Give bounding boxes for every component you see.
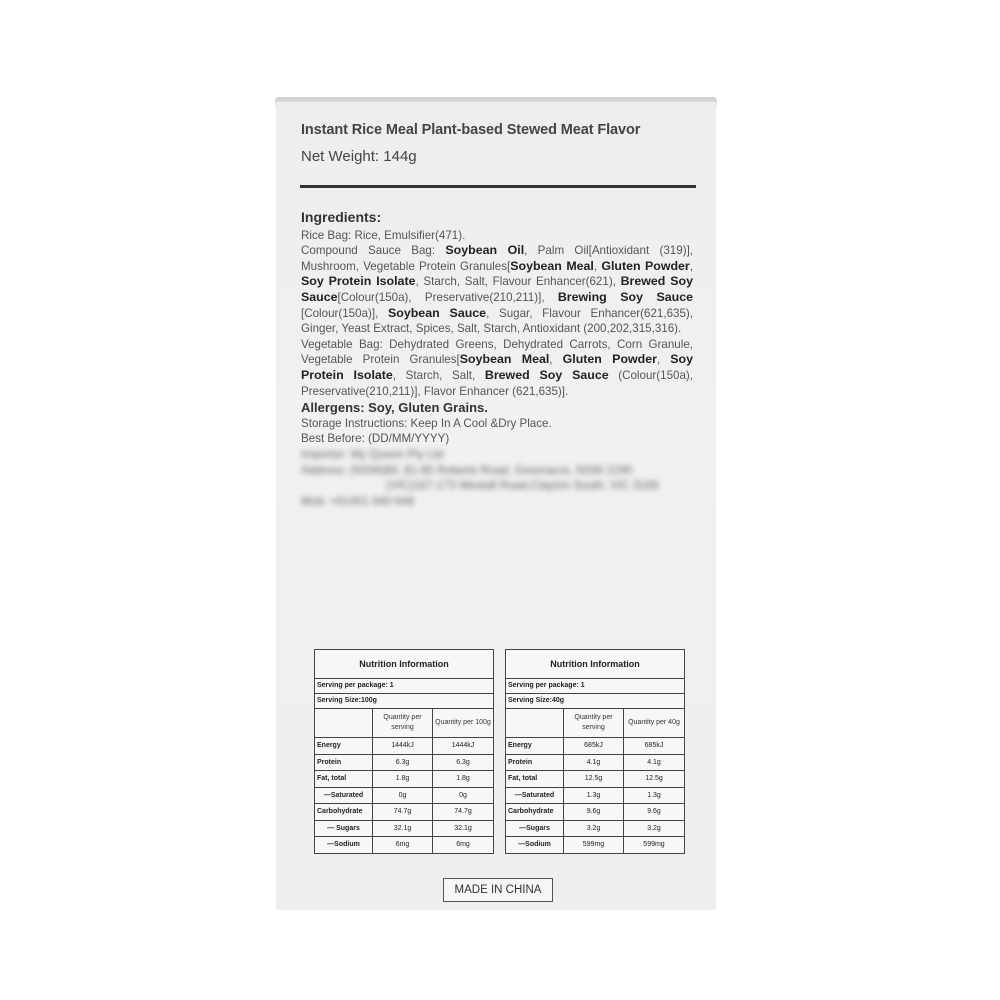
nutrition-grid (315, 709, 493, 853)
nutrient-label: Fat, total (506, 771, 564, 788)
header-blank (315, 709, 373, 738)
nutrient-per-unit: 9.6g (624, 804, 684, 821)
importer-address-vic: (VIC)167-173 Westall Road,Clayton South, VIC 3169 (386, 479, 659, 493)
ingredient-text: , Starch, Salt, Flavour Enhancer(621), (415, 275, 621, 289)
servings-per-package: Serving per package: 1 (315, 679, 493, 694)
ingredient-text: , (656, 353, 671, 367)
ingredient-text: Vegetable Bag: Dehydrated Greens, Dehydrated Carrots, Corn Granule, Vegetable Protein Granules[ (301, 337, 693, 367)
ingredients-section (301, 210, 693, 509)
nutrient-per-serving: 3.2g (564, 821, 624, 838)
ingredient-text: Compound Sauce Bag: (301, 244, 446, 258)
nutrient-per-unit: 0g (433, 788, 493, 805)
nutrient-label: Carbohydrate (506, 804, 564, 821)
nutrient-per-unit: 6.3g (433, 755, 493, 772)
nutrient-per-unit: 1.3g (624, 788, 684, 805)
ingredients-heading: Ingredients: (301, 209, 382, 225)
ingredient-text: [Colour(150a), Preservative(210,211)], (337, 290, 558, 304)
bold-ingredient: Gluten Powder (601, 258, 690, 273)
nutrition-table-per-40g (505, 649, 685, 854)
compound-sauce-bag-ingredients (301, 243, 693, 337)
nutrient-per-unit: 32.1g (433, 821, 493, 838)
servings-per-package: Serving per package: 1 (506, 679, 684, 694)
ingredient-text: , (549, 353, 563, 367)
product-title: Instant Rice Meal Plant-based Stewed Meat Flavor (301, 122, 641, 138)
bold-ingredient: Brewing Soy Sauce (557, 289, 693, 304)
ingredient-text: [Colour(150a)], (301, 306, 389, 320)
ingredient-text: (Colour(150a), Preservative(210,211)], Flavor Enhancer (621,635)]. (301, 368, 693, 398)
header-per-serving: Quantity per serving (373, 709, 433, 738)
serving-size: Serving Size:40g (506, 694, 684, 709)
nutrition-table-per-100g (314, 649, 494, 854)
bold-ingredient: Soy Protein Isolate (301, 352, 693, 382)
bold-ingredient: Soybean Meal (510, 258, 594, 273)
nutrient-per-serving: 0g (373, 788, 433, 805)
net-weight: Net Weight: 144g (301, 148, 417, 165)
nutrient-per-serving: 6mg (373, 837, 433, 853)
allergens-statement: Allergens: Soy, Gluten Grains. (301, 400, 488, 416)
nutrient-per-unit: 1444kJ (433, 738, 493, 755)
nutrient-per-unit: 685kJ (624, 738, 684, 755)
ingredient-text: , Palm Oil[Antioxidant (319)], Mushroom, Vegetable Protein Granules[ (301, 244, 694, 273)
nutrient-label: Protein (506, 755, 564, 772)
bold-ingredient: Soybean Meal (459, 352, 550, 367)
nutrient-per-serving: 32.1g (373, 821, 433, 838)
nutrition-table-title: Nutrition Information (315, 650, 493, 679)
nutrient-label: Protein (315, 755, 373, 772)
header-per-serving: Quantity per serving (564, 709, 624, 738)
bold-ingredient: Soybean Sauce (388, 305, 487, 320)
nutrient-label: —Sodium (315, 837, 373, 853)
nutrient-per-serving: 1.3g (564, 788, 624, 805)
nutrient-per-unit: 12.5g (624, 771, 684, 788)
storage-instructions: Storage Instructions: Keep In A Cool &Dry Place. (301, 416, 552, 430)
bold-ingredient: Soy Protein Isolate (301, 274, 416, 289)
nutrient-label: Carbohydrate (315, 804, 373, 821)
nutrition-table-title: Nutrition Information (506, 650, 684, 679)
rice-bag-ingredients: Rice Bag: Rice, Emulsifier(471). (301, 228, 466, 242)
serving-size: Serving Size:100g (315, 694, 493, 709)
nutrient-label: Fat, total (315, 771, 373, 788)
vegetable-bag-ingredients (301, 337, 693, 399)
country-of-origin: MADE IN CHINA (443, 878, 553, 902)
nutrient-per-serving: 12.5g (564, 771, 624, 788)
nutrient-per-unit: 74.7g (433, 804, 493, 821)
header-per-unit: Quantity per 40g (624, 709, 684, 738)
nutrition-grid (506, 709, 684, 853)
best-before: Best Before: (DD/MM/YYYY) (301, 432, 450, 446)
nutrient-label: —Sugars (506, 821, 564, 838)
bold-ingredient: Soybean Oil (445, 243, 525, 258)
nutrient-per-serving: 685kJ (564, 738, 624, 755)
ingredient-text: , Starch, Salt, (392, 368, 485, 382)
importer-address-nsw: Address: (NSW)80, 81-85 Roberts Road, Greenacre, NSW 2190 (301, 463, 633, 477)
ingredient-text: , (689, 259, 693, 273)
nutrient-label: —Saturated (315, 788, 373, 805)
nutrient-per-unit: 3.2g (624, 821, 684, 838)
bold-ingredient: Gluten Powder (562, 352, 657, 367)
nutrient-label: Energy (506, 738, 564, 755)
nutrient-label: —Saturated (506, 788, 564, 805)
ingredient-text: , Sugar, Flavour Enhancer(621,635), Ginger, Yeast Extract, Spices, Salt, Starch, Antioxidant (200,202,315,316). (301, 306, 693, 336)
nutrient-label: Energy (315, 738, 373, 755)
importer-mobile: Mob: +61451 640 648 (301, 494, 415, 508)
nutrient-label: — Sugars (315, 821, 373, 838)
nutrient-per-serving: 1.8g (373, 771, 433, 788)
bold-ingredient: Brewed Soy Sauce (301, 274, 693, 304)
bold-ingredient: Brewed Soy Sauce (484, 367, 609, 382)
nutrient-per-unit: 6mg (456, 841, 470, 848)
nutrient-per-serving: 74.7g (373, 804, 433, 821)
importer: Importer: My Queen Pty Ltd (301, 447, 444, 461)
header-blank (506, 709, 564, 738)
nutrient-label: —Sodium (506, 837, 564, 853)
nutrient-per-serving: 6.3g (373, 755, 433, 772)
title-divider (300, 185, 696, 188)
nutrient-per-serving: 1444kJ (373, 738, 433, 755)
nutrient-per-unit: 599mg (643, 841, 665, 848)
nutrient-per-serving: 9.6g (564, 804, 624, 821)
header-per-unit: Quantity per 100g (433, 709, 493, 738)
nutrient-per-unit: 4.1g (624, 755, 684, 772)
ingredient-text: , (593, 259, 602, 273)
nutrient-per-serving: 599mg (564, 837, 624, 853)
product-label (276, 102, 716, 910)
nutrient-per-serving: 4.1g (564, 755, 624, 772)
nutrient-per-unit: 1.8g (433, 771, 493, 788)
